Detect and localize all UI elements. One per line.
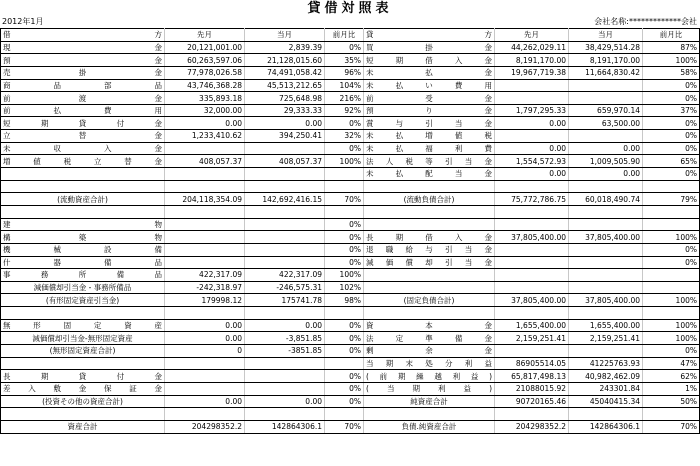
table-row (1, 357, 700, 370)
right-ratio-value: 100% (643, 332, 700, 345)
left-ratio-value: 98% (325, 294, 364, 307)
left-account-label: 構築物 (1, 231, 165, 244)
right-curr-value (569, 256, 643, 269)
left-ratio-value (325, 408, 364, 421)
right-curr-value: 142864306.1 (569, 420, 643, 433)
table-row (1, 243, 700, 256)
left-account-label (1, 357, 165, 370)
left-account-label (1, 205, 165, 218)
right-prev-value (495, 345, 569, 358)
left-account-label: 前渡金 (1, 92, 165, 105)
left-ratio-value (325, 357, 364, 370)
left-account-label (1, 180, 165, 193)
balance-table (0, 28, 700, 434)
table-row (1, 41, 700, 54)
left-ratio-value (325, 168, 364, 181)
right-ratio-value (643, 218, 700, 231)
right-ratio-value: 87% (643, 41, 700, 54)
right-ratio-value (643, 281, 700, 294)
left-ratio-value: 0% (325, 117, 364, 130)
left-prev-value: 0.00 (165, 319, 245, 332)
left-curr-value: 29,333.33 (245, 104, 325, 117)
right-account-label: 買掛金 (364, 41, 495, 54)
left-prev-value (165, 243, 245, 256)
right-ratio-value (643, 180, 700, 193)
left-account-label: 商品部品 (1, 79, 165, 92)
header-row (1, 29, 700, 42)
left-curr-value: 0.00 (245, 319, 325, 332)
right-curr-value (569, 218, 643, 231)
right-ratio-value: 0% (643, 92, 700, 105)
left-curr-value (245, 408, 325, 421)
table-row (1, 92, 700, 105)
right-account-label: 純資産合計 (364, 395, 495, 408)
left-prev-value: 0.00 (165, 117, 245, 130)
left-prev-value: 0 (165, 345, 245, 358)
right-account-label: 預り金 (364, 104, 495, 117)
left-prev-value: 77,978,026.58 (165, 66, 245, 79)
right-ratio-value: 37% (643, 104, 700, 117)
left-curr-value (245, 205, 325, 218)
right-prev-value (495, 218, 569, 231)
table-row (1, 256, 700, 269)
left-curr-value (245, 382, 325, 395)
right-ratio-value: 100% (643, 231, 700, 244)
right-ratio-value: 79% (643, 193, 700, 206)
left-ratio-value: 0% (325, 142, 364, 155)
left-curr-value: 21,128,015.60 (245, 54, 325, 67)
left-ratio-value: 0% (325, 382, 364, 395)
right-account-label: 短期借入金 (364, 54, 495, 67)
right-ratio-value (643, 205, 700, 218)
right-prev-value: 65,817,498.13 (495, 370, 569, 383)
right-ratio-value (643, 307, 700, 320)
left-curr-value (245, 307, 325, 320)
left-account-label: 差入敷金保証金 (1, 382, 165, 395)
right-curr-value (569, 79, 643, 92)
right-prev-value (495, 256, 569, 269)
right-curr-value: 40,982,462.09 (569, 370, 643, 383)
left-prev-value (165, 256, 245, 269)
right-ratio-value: 100% (643, 54, 700, 67)
left-curr-value: 0.00 (245, 395, 325, 408)
left-account-label: 未収入金 (1, 142, 165, 155)
left-prev-value (165, 205, 245, 218)
header-credit: 貸方 (364, 29, 495, 42)
table-row (1, 218, 700, 231)
table-row (1, 168, 700, 181)
right-account-label: 法定準備金 (364, 332, 495, 345)
right-ratio-value: 0% (643, 345, 700, 358)
right-prev-value: 21088015.92 (495, 382, 569, 395)
right-curr-value: 243301.84 (569, 382, 643, 395)
left-curr-value (245, 168, 325, 181)
company-name: 会社名称:*************会社 (594, 17, 697, 26)
right-ratio-value: 0% (643, 79, 700, 92)
table-row (1, 395, 700, 408)
left-ratio-value: 0% (325, 256, 364, 269)
left-curr-value: 175741.78 (245, 294, 325, 307)
right-curr-value (569, 408, 643, 421)
right-account-label (364, 408, 495, 421)
right-ratio-value: 100% (643, 294, 700, 307)
right-account-label: 負債.純資産合計 (364, 420, 495, 433)
right-account-label: 長期借入金 (364, 231, 495, 244)
left-prev-value: 0.00 (165, 395, 245, 408)
left-curr-value (245, 256, 325, 269)
left-curr-value (245, 218, 325, 231)
right-curr-value: 0.00 (569, 168, 643, 181)
right-account-label (364, 218, 495, 231)
right-curr-value: 1,655,400.00 (569, 319, 643, 332)
right-prev-value (495, 408, 569, 421)
right-prev-value: 2,159,251.41 (495, 332, 569, 345)
left-curr-value (245, 243, 325, 256)
right-ratio-value: 50% (643, 395, 700, 408)
left-prev-value: 20,121,001.00 (165, 41, 245, 54)
left-prev-value: 422,317.09 (165, 269, 245, 282)
left-prev-value: 0.00 (165, 332, 245, 345)
right-prev-value: 75,772,786.75 (495, 193, 569, 206)
page-title: 貸借対照表 (307, 1, 393, 16)
right-prev-value: 86905514.05 (495, 357, 569, 370)
left-ratio-value: 100% (325, 155, 364, 168)
right-prev-value: 1,655,400.00 (495, 319, 569, 332)
left-ratio-value: 70% (325, 193, 364, 206)
right-prev-value (495, 281, 569, 294)
left-prev-value (165, 382, 245, 395)
left-curr-value: -3,851.85 (245, 332, 325, 345)
right-account-label: 未払配当金 (364, 168, 495, 181)
left-prev-value: 60,263,597.06 (165, 54, 245, 67)
right-ratio-value (643, 269, 700, 282)
left-account-label (1, 408, 165, 421)
right-curr-value (569, 307, 643, 320)
right-prev-value: 37,805,400.00 (495, 231, 569, 244)
right-curr-value (569, 130, 643, 143)
right-account-label: (流動負債合計) (364, 193, 495, 206)
right-account-label (364, 180, 495, 193)
header-prev: 先月 (165, 29, 245, 42)
right-prev-value (495, 205, 569, 218)
table-row (1, 408, 700, 421)
right-account-label: 未払福利費 (364, 142, 495, 155)
left-prev-value: 335,893.18 (165, 92, 245, 105)
header-curr: 当月 (245, 29, 325, 42)
table-row (1, 180, 700, 193)
right-curr-value (569, 345, 643, 358)
right-prev-value: 19,967,719.38 (495, 66, 569, 79)
left-curr-value: 142,692,416.15 (245, 193, 325, 206)
right-prev-value (495, 307, 569, 320)
right-curr-value (569, 180, 643, 193)
right-curr-value: 37,805,400.00 (569, 294, 643, 307)
right-account-label: 剰余金 (364, 345, 495, 358)
left-account-label: 機械設備 (1, 243, 165, 256)
left-account-label: 現金 (1, 41, 165, 54)
right-prev-value: 1,554,572.93 (495, 155, 569, 168)
table-row (1, 231, 700, 244)
table-row (1, 205, 700, 218)
left-curr-value (245, 180, 325, 193)
left-curr-value: 394,250.41 (245, 130, 325, 143)
header-curr: 当月 (569, 29, 643, 42)
right-prev-value (495, 92, 569, 105)
right-prev-value: 204298352.2 (495, 420, 569, 433)
table-row (1, 281, 700, 294)
right-curr-value: 60,018,490.74 (569, 193, 643, 206)
right-ratio-value: 0% (643, 243, 700, 256)
left-curr-value: 45,513,212.65 (245, 79, 325, 92)
right-ratio-value: 1% (643, 382, 700, 395)
right-account-label: 減価償却引当金 (364, 256, 495, 269)
right-curr-value (569, 92, 643, 105)
left-curr-value: 0.00 (245, 117, 325, 130)
left-prev-value: 1,233,410.62 (165, 130, 245, 143)
left-account-label: 事務所備品 (1, 269, 165, 282)
left-prev-value (165, 307, 245, 320)
left-curr-value: 74,491,058.42 (245, 66, 325, 79)
right-prev-value: 8,191,170.00 (495, 54, 569, 67)
right-prev-value: 0.00 (495, 168, 569, 181)
left-ratio-value: 92% (325, 104, 364, 117)
right-curr-value: 2,159,251.41 (569, 332, 643, 345)
left-ratio-value: 0% (325, 231, 364, 244)
right-prev-value: 44,262,029.11 (495, 41, 569, 54)
right-prev-value: 0.00 (495, 142, 569, 155)
left-account-label: 減価償却引当金 - 事務所備品 (1, 281, 165, 294)
left-prev-value (165, 218, 245, 231)
right-prev-value (495, 243, 569, 256)
left-ratio-value: 96% (325, 66, 364, 79)
table-row (1, 54, 700, 67)
left-prev-value: 32,000.00 (165, 104, 245, 117)
left-account-label: (有形固定資産引当金) (1, 294, 165, 307)
left-curr-value: -246,575.31 (245, 281, 325, 294)
table-row (1, 117, 700, 130)
table-row (1, 319, 700, 332)
right-account-label: 未払い費用 (364, 79, 495, 92)
right-account-label: 当期末処分利益 (364, 357, 495, 370)
left-ratio-value: 0% (325, 243, 364, 256)
left-ratio-value: 100% (325, 269, 364, 282)
table-row (1, 142, 700, 155)
right-ratio-value: 0% (643, 168, 700, 181)
left-ratio-value (325, 180, 364, 193)
left-ratio-value: 32% (325, 130, 364, 143)
left-prev-value (165, 357, 245, 370)
right-curr-value: 38,429,514.28 (569, 41, 643, 54)
left-curr-value (245, 142, 325, 155)
left-curr-value (245, 370, 325, 383)
right-ratio-value (643, 408, 700, 421)
left-ratio-value: 0% (325, 319, 364, 332)
left-account-label: 建物 (1, 218, 165, 231)
right-ratio-value: 0% (643, 130, 700, 143)
left-account-label: 売掛金 (1, 66, 165, 79)
left-account-label: 什器備品 (1, 256, 165, 269)
table-row (1, 370, 700, 383)
left-ratio-value: 216% (325, 92, 364, 105)
left-account-label: 立替金 (1, 130, 165, 143)
table-row (1, 193, 700, 206)
table-row (1, 332, 700, 345)
left-prev-value (165, 168, 245, 181)
right-ratio-value: 70% (643, 420, 700, 433)
period-label: 2012年1月 (2, 17, 44, 26)
left-prev-value (165, 231, 245, 244)
right-ratio-value: 100% (643, 319, 700, 332)
right-account-label: 資本金 (364, 319, 495, 332)
right-ratio-value: 65% (643, 155, 700, 168)
right-account-label (364, 205, 495, 218)
right-ratio-value: 47% (643, 357, 700, 370)
left-prev-value: 408,057.37 (165, 155, 245, 168)
table-row (1, 79, 700, 92)
right-prev-value (495, 269, 569, 282)
right-account-label: (固定負債合計) (364, 294, 495, 307)
right-account-label: 法人税等引当金 (364, 155, 495, 168)
left-account-label: 前払費用 (1, 104, 165, 117)
right-prev-value: 90720165.46 (495, 395, 569, 408)
left-account-label: 長期貸付金 (1, 370, 165, 383)
left-ratio-value (325, 307, 364, 320)
right-account-label (364, 269, 495, 282)
left-curr-value: 2,839.39 (245, 41, 325, 54)
right-curr-value (569, 281, 643, 294)
left-curr-value: -3851.85 (245, 345, 325, 358)
right-ratio-value: 0% (643, 117, 700, 130)
left-prev-value (165, 408, 245, 421)
left-ratio-value: 0% (325, 218, 364, 231)
right-account-label (364, 281, 495, 294)
right-account-label: 前受金 (364, 92, 495, 105)
left-prev-value (165, 370, 245, 383)
left-curr-value (245, 231, 325, 244)
left-account-label: (投資その他の資産合計) (1, 395, 165, 408)
left-ratio-value (325, 205, 364, 218)
left-ratio-value: 0% (325, 41, 364, 54)
right-prev-value (495, 180, 569, 193)
left-ratio-value: 35% (325, 54, 364, 67)
right-account-label: 未払増値税 (364, 130, 495, 143)
right-curr-value: 0.00 (569, 142, 643, 155)
right-ratio-value: 0% (643, 256, 700, 269)
left-account-label: 増値税立替金 (1, 155, 165, 168)
right-curr-value: 1,009,505.90 (569, 155, 643, 168)
table-row (1, 382, 700, 395)
right-curr-value: 37,805,400.00 (569, 231, 643, 244)
right-ratio-value: 0% (643, 142, 700, 155)
left-account-label: 無形固定資産 (1, 319, 165, 332)
right-prev-value: 37,805,400.00 (495, 294, 569, 307)
header-ratio: 前月比 (643, 29, 700, 42)
table-row (1, 420, 700, 433)
table-row (1, 345, 700, 358)
left-ratio-value: 0% (325, 332, 364, 345)
right-curr-value (569, 205, 643, 218)
left-account-label: (流動資産合計) (1, 193, 165, 206)
left-ratio-value: 0% (325, 370, 364, 383)
left-ratio-value: 104% (325, 79, 364, 92)
table-row (1, 130, 700, 143)
left-curr-value: 142864306.1 (245, 420, 325, 433)
table-row (1, 155, 700, 168)
right-ratio-value: 62% (643, 370, 700, 383)
right-prev-value: 1,797,295.33 (495, 104, 569, 117)
right-account-label: 賞与引当金 (364, 117, 495, 130)
left-curr-value: 408,057.37 (245, 155, 325, 168)
left-prev-value (165, 142, 245, 155)
right-prev-value (495, 130, 569, 143)
left-account-label: 資産合計 (1, 420, 165, 433)
left-prev-value: 43,746,368.28 (165, 79, 245, 92)
left-curr-value: 725,648.98 (245, 92, 325, 105)
table-row (1, 66, 700, 79)
right-account-label: (当期利益) (364, 382, 495, 395)
right-curr-value (569, 243, 643, 256)
header-ratio: 前月比 (325, 29, 364, 42)
left-account-label: (無形固定資産合計) (1, 345, 165, 358)
left-account-label: 短期貸付金 (1, 117, 165, 130)
right-account-label: (前期繰越利益) (364, 370, 495, 383)
left-prev-value (165, 180, 245, 193)
right-account-label (364, 307, 495, 320)
right-curr-value (569, 269, 643, 282)
left-ratio-value: 0% (325, 345, 364, 358)
right-prev-value (495, 79, 569, 92)
right-account-label: 退職給与引当金 (364, 243, 495, 256)
left-prev-value: 204,118,354.09 (165, 193, 245, 206)
table-row (1, 104, 700, 117)
table-row (1, 307, 700, 320)
left-ratio-value: 102% (325, 281, 364, 294)
header-prev: 先月 (495, 29, 569, 42)
left-prev-value: 179998.12 (165, 294, 245, 307)
left-account-label: 減価償却引当金-無形固定資産 (1, 332, 165, 345)
right-account-label: 未払金 (364, 66, 495, 79)
left-ratio-value: 70% (325, 420, 364, 433)
right-ratio-value: 58% (643, 66, 700, 79)
header-debit: 借方 (1, 29, 165, 42)
table-row (1, 269, 700, 282)
left-account-label (1, 307, 165, 320)
left-prev-value: 204298352.2 (165, 420, 245, 433)
right-curr-value: 659,970.14 (569, 104, 643, 117)
right-curr-value: 41225763.93 (569, 357, 643, 370)
left-ratio-value: 0% (325, 395, 364, 408)
table-row (1, 294, 700, 307)
left-account-label (1, 168, 165, 181)
left-curr-value: 422,317.09 (245, 269, 325, 282)
left-curr-value (245, 357, 325, 370)
right-prev-value: 0.00 (495, 117, 569, 130)
right-curr-value: 11,664,830.42 (569, 66, 643, 79)
left-account-label: 預金 (1, 54, 165, 67)
right-curr-value: 8,191,170.00 (569, 54, 643, 67)
right-curr-value: 63,500.00 (569, 117, 643, 130)
left-prev-value: -242,318.97 (165, 281, 245, 294)
right-curr-value: 45040415.34 (569, 395, 643, 408)
